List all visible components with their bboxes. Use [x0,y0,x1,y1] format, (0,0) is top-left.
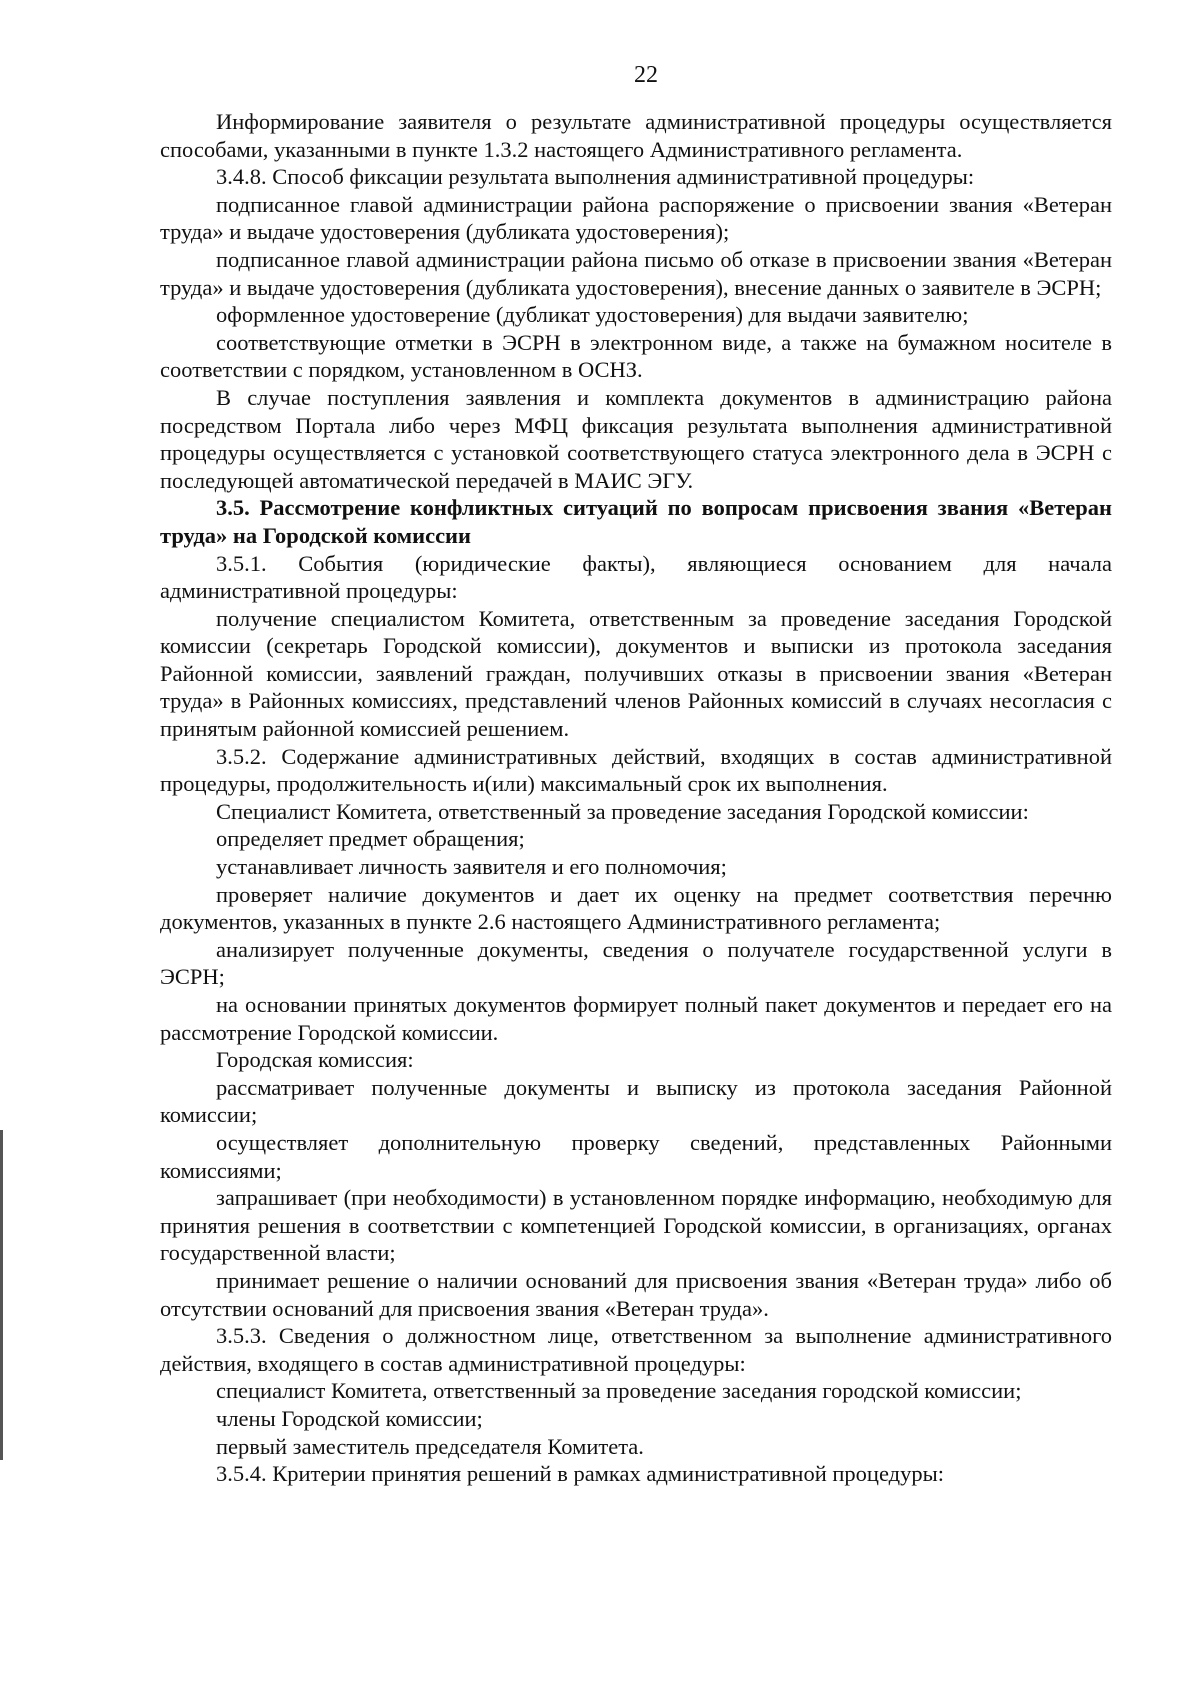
scan-edge-mark [0,1130,3,1460]
paragraph-3-4-8: 3.4.8. Способ фиксации результата выполнения административной процедуры: [216,164,975,190]
paragraph-receipt-by-specialist: получение специалистом Комитета, ответственным за проведение заседания Городской комиссии (секретарь Городской комиссии), документов и выписки из протокола заседания Районной комиссии, заявлений граждан, получивших отказы в присвоении звания «Ветеран труда» в Районных комиссиях, представлений членов Районных комиссий в случаях несогласия с принятым районной комиссией решением. [160,605,1112,742]
list-item-review: рассматривает полученные документы и выписку из протокола заседания Районной комиссии; [160,1074,1112,1128]
paragraph-signed-order: подписанное главой администрации района распоряжение о присвоении звания «Ветеран труда» и выдаче удостоверения (дубликата удостоверения); [160,191,1112,245]
list-item-analyze: анализирует полученные документы, сведения о получателе государственной услуги в ЭСРН; [160,936,1112,990]
paragraph-3-5-1: 3.5.1. События (юридические факты), являющиеся основанием для начала административной процедуры: [160,550,1112,604]
paragraph-3-5-2: 3.5.2. Содержание административных действий, входящих в состав административной процедуры, продолжительность и(или) максимальный срок их выполнения. [160,743,1112,797]
list-item-identity: устанавливает личность заявителя и его полномочия; [216,854,727,880]
paragraph-portal-mfc: В случае поступления заявления и комплекта документов в администрацию района посредством Портала либо через МФЦ фиксация результата выполнения административной процедуры осуществляется с установкой соответствующего статуса электронного дела в ЭСРН с последующей автоматической передачей в МАИС ЭГУ. [160,384,1112,493]
paragraph-refusal-letter: подписанное главой администрации района письмо об отказе в присвоении звания «Ветеран труда» и выдаче удостоверения (дубликата удостоверения), внесение данных о заявителе в ЭСРН; [160,246,1112,300]
list-item-check-documents: проверяет наличие документов и дает их оценку на предмет соответствия перечню документов, указанных в пункте 2.6 настоящего Административного регламента; [160,881,1112,935]
document-page [160,60,1112,1488]
paragraph-certificate: оформленное удостоверение (дубликат удостоверения) для выдачи заявителю; [216,302,969,328]
paragraph-informing: Информирование заявителя о результате административной процедуры осуществляется способами, указанными в пункте 1.3.2 настоящего Административного регламента. [160,109,1112,162]
list-item-subject: определяет предмет обращения; [216,826,525,852]
paragraph-city-commission: Городская комиссия: [216,1047,414,1073]
list-item-first-deputy: первый заместитель председателя Комитета. [216,1433,644,1459]
paragraph-3-5-3: 3.5.3. Сведения о должностном лице, ответственном за выполнение административного действия, входящего в состав административной процедуры: [160,1323,1112,1376]
list-item-members: члены Городской комиссии; [216,1405,483,1431]
list-item-additional-check: осуществляет дополнительную проверку сведений, представленных Районными комиссиями; [160,1129,1112,1183]
page-number: 22 [634,62,658,88]
list-item-specialist: специалист Комитета, ответственный за проведение заседания городской комиссии; [216,1378,1022,1404]
section-heading-3-5: 3.5. Рассмотрение конфликтных ситуаций по вопросам присвоения звания «Ветеран труда» на Городской комиссии [160,495,1112,548]
paragraph-specialist-intro: Специалист Комитета, ответственный за проведение заседания Городской комиссии: [216,798,1029,824]
paragraph-esrn-marks: соответствующие отметки в ЭСРН в электронном виде, а также на бумажном носителе в соответствии с порядком, установленном в ОСНЗ. [160,329,1112,383]
list-item-form-package: на основании принятых документов формирует полный пакет документов и передает его на рассмотрение Городской комиссии. [160,992,1112,1045]
list-item-request-info: запрашивает (при необходимости) в установленном порядке информацию, необходимую для принятия решения в соответствии с компетенцией Городской комиссии, в организациях, органах государственной власти; [160,1185,1112,1266]
paragraph-3-5-4: 3.5.4. Критерии принятия решений в рамках административной процедуры: [216,1461,944,1487]
list-item-decision: принимает решение о наличии оснований для присвоения звания «Ветеран труда» либо об отсутствии оснований для присвоения звания «Ветеран труда». [160,1267,1112,1321]
